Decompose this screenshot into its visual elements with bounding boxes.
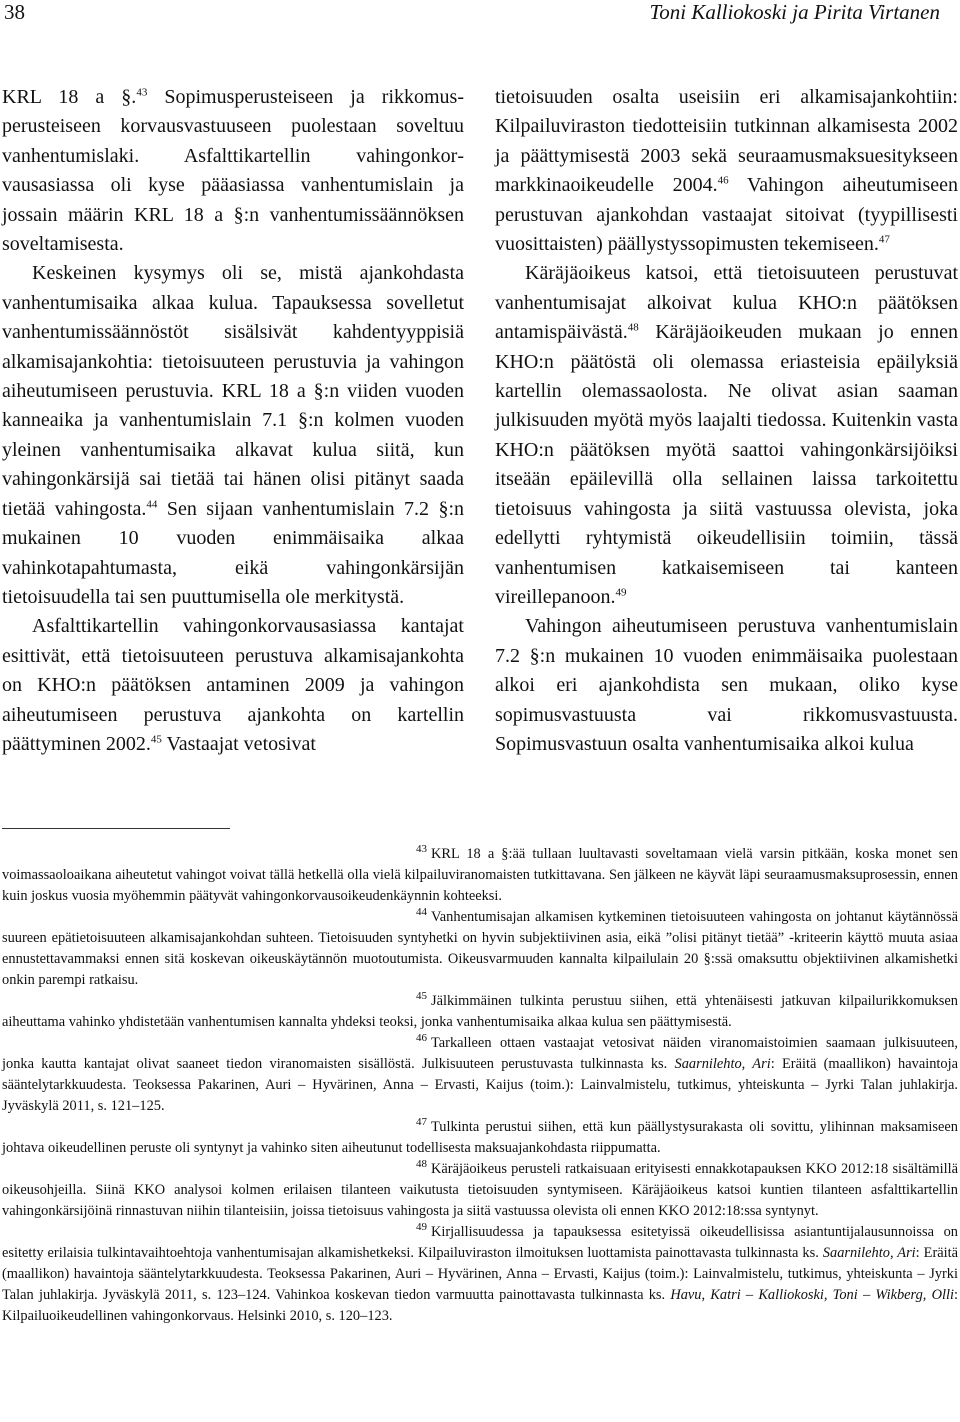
right-paragraph-1: tietoisuuden osalta useisiin eri alkamisajankohtiin: Kilpailuviraston tiedotteisiin tutkinnan alkamisesta 2002 ja päättymisestä 2003 sekä seuraamusmaksuesitykseen markkinaoikeudelle 2004.46 Vahingon aiheutumiseen perustuvan ajankohdan vastaajat sitoivat (tyypillisesti vuosittaisten) päällystyssopimusten tekemiseen.$^{47}$ [495,86,958,256]
footnote-ref-46[interactable]: 46 [717,174,729,187]
right-paragraph-3: Vahingon aiheutumiseen perustuva vanhentumislain 7.2 §:n mukainen 10 vuoden enimmäisaika puolestaan alkoi eri ajankohdista sen mukaan, oliko kyse sopimusvastuusta vai rikkomusvastuusta. Sopimusvastuun osalta vanhentumisaika alkoi kulua [495,615,958,755]
cited-author: Saarnilehto, Ari [674,1056,771,1072]
footnote-ref-44[interactable]: 44 [146,498,158,511]
page-number: 38 [4,0,25,24]
footnote-ref-49[interactable]: 49 [615,586,627,599]
footnote-ref-45[interactable]: 45 [150,733,162,746]
footnote-number: 44 [416,906,427,919]
left-column [2,83,464,759]
cited-author: Saarnilehto, Ari [822,1245,916,1261]
footnotes [2,844,958,1327]
left-paragraph-3: Asfalttikartellin vahingonkorvausasiassa kantajat esittivät, että tietoisuuteen perustuva alkamisajankohta on KHO:n päätöksen antaminen 2009 ja vahingon aiheutumiseen perustuva ajankohta on kartellin päättyminen 2002.45 Vastaajat vetosivat [2,615,464,755]
footnote-number: 45 [416,990,427,1003]
footnote-number: 48 [416,1158,427,1171]
footnote-43: $^{43}$ KRL 18 a §:ää tullaan luultavasti soveltamaan vielä varsin pitkään, koska monet sen voimassaoloaikana aiheutetut vahingot voivat tällä hetkellä olla vielä kilpailuviranomaisten tutkittavana. Sen jälkeen ne käyvät läpi seuraamusmaksuprosessin, ennen kuin joskus vuosia myöhemmin päätyvät vahingonkorvausoikeudenkäynnin kohteeksi. [2,843,958,904]
footnote-ref-47[interactable]: 47 [878,233,890,246]
footnote-49: $^{49}$ Kirjallisuudessa ja tapauksessa esitetyissä oikeudellisissa asiantuntijalausunnoissa on esitetty erilaisia tulkintavaihtoehtoja vanhentumisajan alkamishetkeksi. Kilpailuviraston ilmoituksen luottamista painottavasta tulkinnasta ks. Saarnilehto, Ari: Eräitä (maallikon) havaintoja sääntelytarkkuudesta. Teoksessa Pakarinen, Auri – Hyvärinen, Anna – Ervasti, Kaijus (toim.): Lainvalmistelu, tutkimus, yhteiskunta – Jyrki Talan juhlakirja. Jyväskylä 2011, s. 123–124. Vahinkoa koskevan tiedon varmuutta painottavasta tulkinnasta ks. Havu, Katri – Kalliokoski, Toni – Wikberg, Olli: Kilpailuoikeudellinen vahingonkorvaus. Helsinki 2010, s. 120–123. [2,1221,959,1324]
footnote-divider [2,828,230,829]
running-title: Toni Kalliokoski ja Pirita Virtanen [649,0,940,24]
footnote-number: 43 [416,843,427,856]
right-column [495,83,958,759]
footnote-number: 46 [416,1032,427,1045]
footnote-46: $^{46}$ Tarkalleen ottaen vastaajat vetosivat näiden viranomaistoimien saamaan julkisuuteen, jonka kautta kantajat olivat saaneet tiedon viranomaisten sisällöstä. Julkisuuteen perustuvasta tulkinnasta ks. Saarnilehto, Ari: Eräitä (maallikon) havaintoja sääntelytarkkuudesta. Teoksessa Pakarinen, Auri – Hyvärinen, Anna – Ervasti, Kaijus (toim.): Lainvalmistelu, tutkimus, yhteiskunta – Jyrki Talan juhlakirja. Jyväskylä 2011, s. 121–125. [2,1032,958,1114]
left-paragraph-2: Keskeinen kysymys oli se, mistä ajankohdasta vanhentumisaika alkaa kulua. Tapauksessa sovelletut vanhentumissäännöstöt sisälsivät kahdentyyppisiä alkamisajankohtia: tietoisuuteen perustuvia ja vahingon aiheutumiseen perustuvia. KRL 18 a §:n viiden vuoden kanneaika ja vanhentumislain 7.1 §:n kolmen vuoden yleinen vanhentumisaika alkavat kulua siitä, kun vahingonkärsijä sai tietää tai hänen olisi pitänyt saada tietää vahingosta.$^{44}$ Sen sijaan vanhentumislain 7.2 §:n mukainen 10 vuoden enimmäisaika alkaa vahinkotapahtumasta, eikä vahingonkärsijän tietoisuudella tai sen puuttumisella ole merkitystä. [2,262,465,608]
footnote-47: $^{47}$ Tulkinta perustui siihen, että kun päällystysurakasta oli sovittu, ylihinnan maksamiseen johtava oikeudellinen peruste oli syntynyt ja vahinko siten aiheutunut todellisesta maksuajankohdasta riippumatta. [2,1116,958,1156]
footnote-number: 47 [416,1116,427,1129]
left-paragraph-1: KRL 18 a §.$^{43}$ Sopimusperusteiseen ja rikkomusperusteiseen korvausvastuuseen puolestaan soveltuu vanhentumislaki. Asfalttikartellin vahingonkorvausasiassa oli kyse pääasiassa vanhentumislain ja jossain määrin KRL 18 a §:n vanhentumissäännöksen soveltamisesta. [2,86,465,256]
cited-author: Havu, Katri – Kalliokoski, Toni – Wikberg, Olli [670,1287,955,1303]
footnote-44: $^{44}$ Vanhentumisajan alkamisen kytkeminen tietoisuuteen vahingosta on johtanut käytännössä suureen epätietoisuuteen alkamisajankohdan suhteen. Tietoisuuden syntyhetki on hyvin subjektiivinen asia, eikä ”olisi pitänyt tietää” -kriteerin käyttö muuta asiaa ennustettavammaksi ennen sitä koskevan oikeuskäytännön muotoutumista. Oikeusvarmuuden kannalta kilpailulain 20 §:ssä omaksuttu objektiivinen alkamishetki onkin parempi ratkaisu. [2,906,958,988]
right-paragraph-2: Käräjäoikeus katsoi, että tietoisuuteen perustuvat vanhentumisajat alkoivat kulua KHO:n päätöksen antamispäivästä.$^{48}$ Käräjäoikeuden mukaan jo ennen KHO:n päätöstä oli olemassa eriasteisia epäilyksiä kartellin olemassaolosta. Ne olivat asian saaman julkisuuden myötä myös laajalti tiedossa. Kuitenkin vasta KHO:n päätöksen myötä saattoi vahingonkärsijöiksi itseään epäilevillä olla sellainen laissa tarkoitettu tietoisuus vahingosta ja siitä vastuussa olevista, joka edellytti ryhtymistä oikeudellisiin toimiin, tässä vanhentumisen katkaisemiseen tai kanteen vireillepanoon.$^{49}$ [495,262,958,608]
footnote-number: 49 [416,1221,427,1234]
footnote-ref-43[interactable]: 43 [136,86,148,99]
footnote-48: $^{48}$ Käräjäoikeus perusteli ratkaisuaan erityisesti ennakkotapauksen KKO 2012:18 sisältämillä oikeusohjeilla. Siinä KKO analysoi kolmen erilaisen tilanteen vaikutusta tietoisuuden syntymiseen. Käräjäoikeus katsoi kuntien tilanteen asfalttikartellin vahingonkärsijöinä rinnastuvan niihin tilanteisiin, joissa tietoisuus vahingosta ja siitä vastuussa olevista oli ennen KKO 2012:18:ssa syntynyt. [2,1158,958,1219]
footnote-45: $^{45}$ Jälkimmäinen tulkinta perustuu siihen, että yhtenäisesti jatkuvan kilpailurikkomuksen aiheuttama vahinko yhdistetään vanhentumisen kannalta yhdeksi teoksi, jonka vanhentumisaika alkaa kulua sen päättymisestä. [2,990,958,1030]
footnote-ref-48[interactable]: 48 [627,321,639,334]
page-header [2,0,960,30]
